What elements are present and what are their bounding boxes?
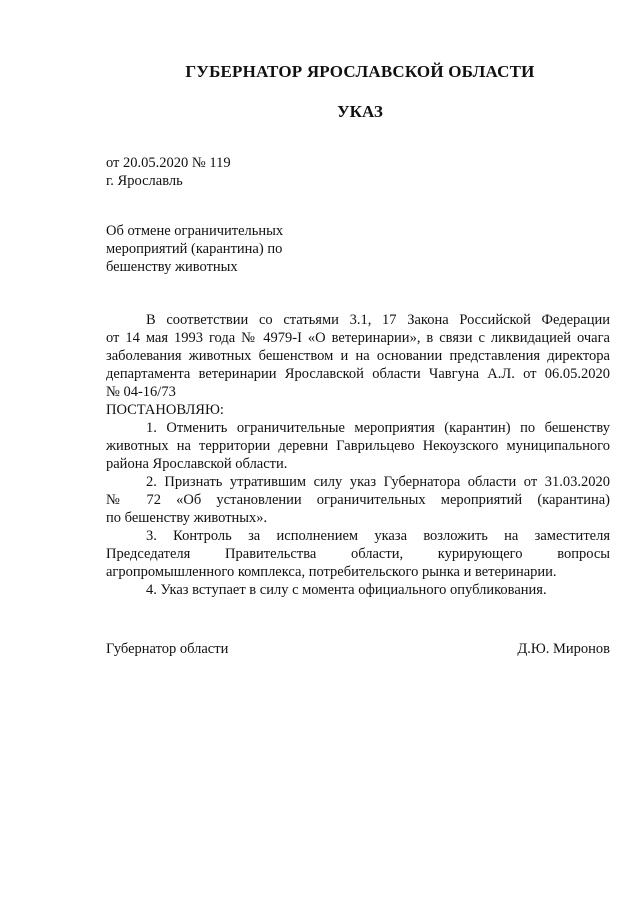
item-4-line: 4. Указ вступает в силу с момента официального опубликования.: [146, 582, 547, 598]
document-subject: [106, 222, 326, 276]
preamble-line: департамента ветеринарии Ярославской области Чавгуна А.Л. от 06.05.2020: [106, 366, 610, 382]
document-date-number: от 20.05.2020 № 119: [106, 155, 231, 171]
document-type-heading: УКАЗ: [337, 102, 383, 121]
resolve-heading: ПОСТАНОВЛЯЮ:: [106, 402, 224, 418]
preamble-line: от 14 мая 1993 года № 4979-I «О ветеринарии», в связи с ликвидацией очага: [106, 330, 610, 346]
issuing-authority-heading: ГУБЕРНАТОР ЯРОСЛАВСКОЙ ОБЛАСТИ: [185, 62, 535, 81]
subject-line: бешенству животных: [106, 259, 238, 275]
signatory-position: Губернатор области: [106, 641, 229, 657]
preamble-line: заболевания животных бешенством и на основании представления директора: [106, 348, 610, 364]
item-1-line: района Ярославской области.: [106, 456, 288, 472]
subject-line: Об отмене ограничительных: [106, 223, 284, 239]
item-1-line: 1. Отменить ограничительные мероприятия (карантин) по бешенству: [146, 420, 610, 436]
item-3-line: 3. Контроль за исполнением указа возложить на заместителя: [146, 528, 610, 544]
document-body: [106, 311, 610, 599]
item-1-line: животных на территории деревни Гаврильцево Некоузского муниципального: [106, 438, 610, 454]
subject-line: мероприятий (карантина) по: [106, 241, 283, 257]
item-3-line: Председателя Правительства области, курирующего вопросы: [106, 546, 610, 562]
item-2-line: по бешенству животных».: [106, 510, 268, 526]
document-city: г. Ярославль: [106, 173, 183, 189]
item-2-line: № 72 «Об установлении ограничительных мероприятий (карантина): [106, 492, 610, 508]
item-3-line: агропромышленного комплекса, потребительского рынка и ветеринарии.: [106, 564, 557, 580]
signatory-name: Д.Ю. Миронов: [517, 641, 610, 657]
item-2-line: 2. Признать утратившим силу указ Губернатора области от 31.03.2020: [146, 474, 610, 490]
preamble-line: В соответствии со статьями 3.1, 17 Закона Российской Федерации: [146, 312, 610, 328]
preamble-line: № 04-16/73: [106, 384, 176, 400]
